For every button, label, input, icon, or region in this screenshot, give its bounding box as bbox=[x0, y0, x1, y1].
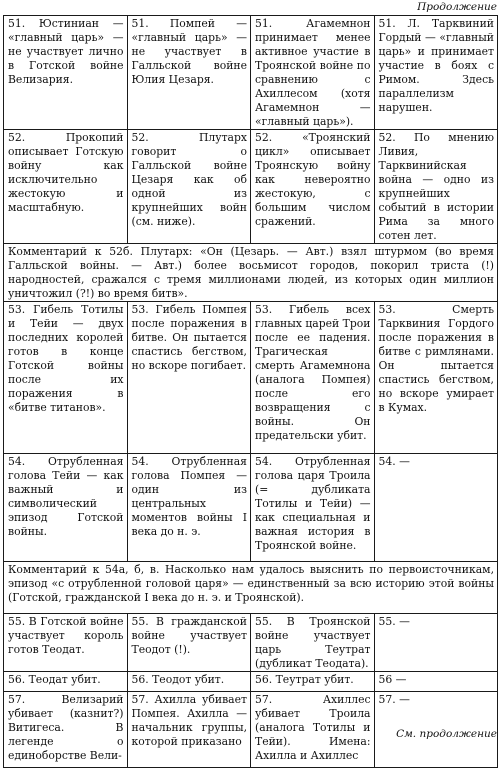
table-cell: 55. В гражданской войне участвует Теодот (!). bbox=[127, 614, 251, 672]
table-cell: 56 — bbox=[374, 672, 498, 692]
table-cell: 57. Ахилла убивает Помпея. Ахилла — начальник группы, которой приказано bbox=[127, 692, 251, 768]
comment-row-52b bbox=[4, 244, 498, 302]
table-cell: 55. В Троянской войне участвует царь Теутрат (дубликат Теодата). bbox=[251, 614, 375, 672]
table-cell: 53. Смерть Тарквиния Гордого после поражения в битве с римлянами. Он пытается спастись бегством, но вскоре умирает в Кумах. bbox=[374, 302, 498, 454]
table-cell: 53. Гибель Тотилы и Тейи — двух последних королей готов в конце Готской войны после их поражения в «битве титанов». bbox=[4, 302, 128, 454]
table-cell: 57. Ахиллес убивает Троила (аналога Тотилы и Тейи). Имена: Ахилла и Ахиллес bbox=[251, 692, 375, 768]
comparison-table bbox=[3, 15, 498, 768]
table-cell: 51. Юстиниан — «главный царь» — не участвует лично в Готской войне Велизария. bbox=[4, 16, 128, 130]
continued-header: Продолжение bbox=[417, 1, 497, 13]
table-cell: 51. Л. Тарквиний Гордый — «главный царь» и принимает участие в боях с Римом. Здесь параллелизм нарушен. bbox=[374, 16, 498, 130]
table-row-55 bbox=[4, 614, 498, 672]
table-cell: 54. — bbox=[374, 454, 498, 562]
table-cell: 56. Теодот убит. bbox=[127, 672, 251, 692]
table-cell: 52. Прокопий описывает Готскую войну как исключительно жестокую и масштабную. bbox=[4, 130, 128, 244]
table-cell: 54. Отрубленная голова Тейи — как важный и символический эпизод Готской войны. bbox=[4, 454, 128, 562]
comment-row-54 bbox=[4, 562, 498, 614]
table-cell: 54. Отрубленная голова царя Троила (= дубликата Тотилы и Тейи) — как специальная и важная история в Троянской войне. bbox=[251, 454, 375, 562]
table-row-54 bbox=[4, 454, 498, 562]
table-row-53 bbox=[4, 302, 498, 454]
table-row-51 bbox=[4, 16, 498, 130]
comment-text: Комментарий к 54а, б, в. Насколько нам удалось выяснить по первоисточникам, эпизод «с отрубленной головой царя» — единственный за всю историю этой войны (Готской, гражданской I века до н. э. и Троянской). bbox=[4, 562, 498, 614]
table-cell: 53. Гибель всех главных царей Трои после ее падения. Трагическая смерть Агамемнона (аналога Помпея) после его возвращения с войны. Он предательски убит. bbox=[251, 302, 375, 454]
table-cell: 56. Теутрат убит. bbox=[251, 672, 375, 692]
table-cell: 52. «Троянский цикл» описывает Троянскую войну как невероятно жестокую, с большим числом сражений. bbox=[251, 130, 375, 244]
comment-text: Комментарий к 52б. Плутарх: «Он (Цезарь. — Авт.) взял штурмом (во время Галльской войны. — Авт.) более восьмисот городов, покорил триста (!) народностей, сражался с тремя миллионами людей, из которых один миллион уничтожил (?!) во время битв». bbox=[4, 244, 498, 302]
table-cell: 51. Агамемнон принимает менее активное участие в Троянской войне по сравнению с Ахиллесом (хотя Агамемнон — «главный царь»). bbox=[251, 16, 375, 130]
table-cell: 55. В Готской войне участвует король готов Теодат. bbox=[4, 614, 128, 672]
table-row-56 bbox=[4, 672, 498, 692]
table-cell: 52. По мнению Ливия, Тарквинийская война — одно из крупнейших событий в истории Рима за много сотен лет. bbox=[374, 130, 498, 244]
table-cell: 55. — bbox=[374, 614, 498, 672]
table-cell: 53. Гибель Помпея после поражения в битве. Он пытается спастись бегством, но вскоре погибает. bbox=[127, 302, 251, 454]
table-cell: 54. Отрубленная голова Помпея — один из центральных моментов войны I века до н. э. bbox=[127, 454, 251, 562]
table-cell: 51. Помпей — «главный царь» — не участвует в Галльской войне Юлия Цезаря. bbox=[127, 16, 251, 130]
continued-footer: См. продолжение bbox=[396, 728, 497, 740]
table-row-52 bbox=[4, 130, 498, 244]
table-cell: 52. Плутарх говорит о Галльской войне Цезаря как об одной из крупнейших войн (см. ниже). bbox=[127, 130, 251, 244]
table-cell: 57. — bbox=[374, 692, 498, 768]
table-cell: 57. Велизарий убивает (казнит?) Витигеса. В легенде о единоборстве Вели- bbox=[4, 692, 128, 768]
table-cell: 56. Теодат убит. bbox=[4, 672, 128, 692]
